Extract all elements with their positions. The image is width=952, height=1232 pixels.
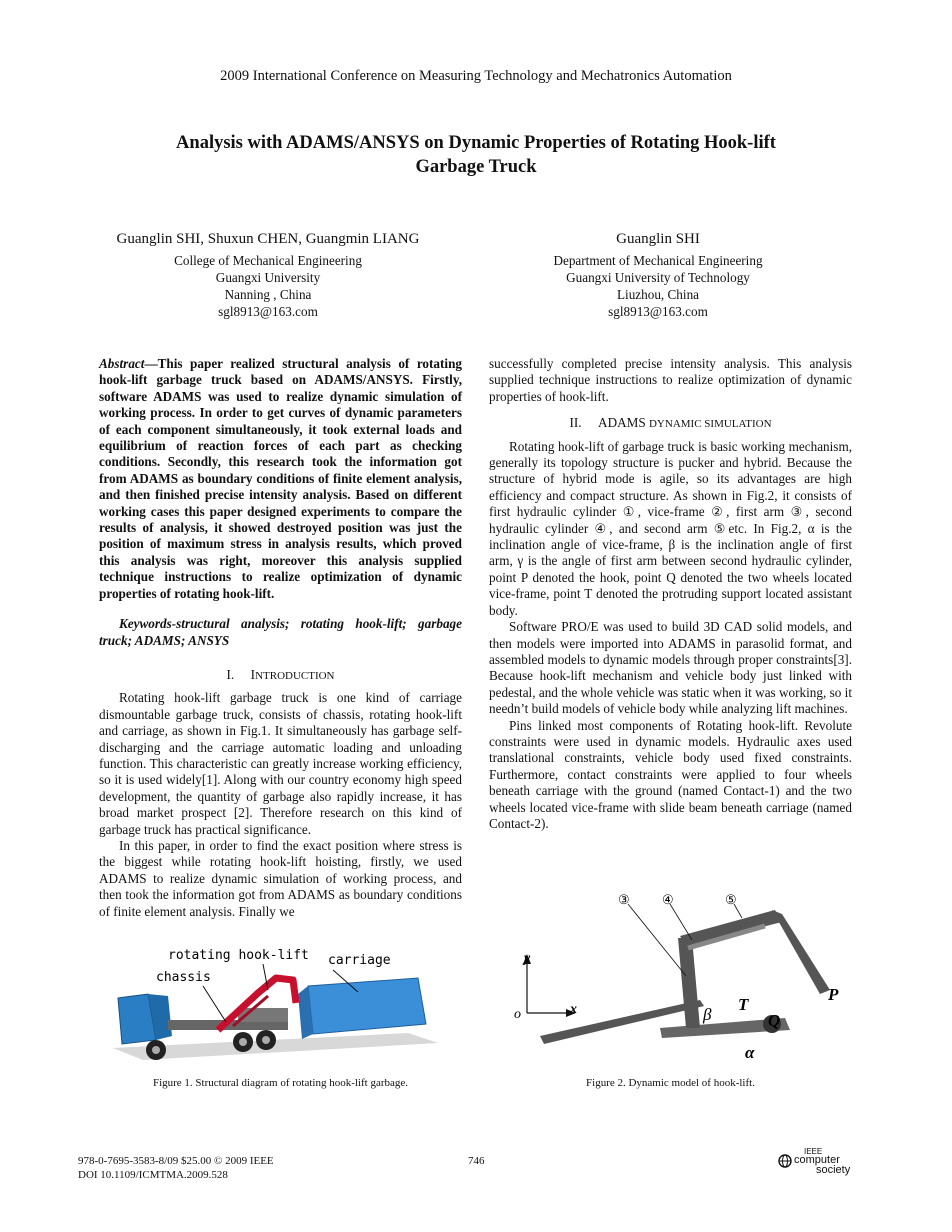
title-line-2: Garbage Truck <box>415 157 537 177</box>
section-number: I. <box>226 666 235 682</box>
paper-title <box>90 131 862 179</box>
computer-society-logo <box>778 1148 868 1178</box>
label-t: T <box>738 995 749 1014</box>
second-arm-lower <box>772 910 830 994</box>
author-block-1 <box>92 231 444 320</box>
label-chassis: chassis <box>156 970 211 985</box>
label-beta: β <box>703 1005 712 1024</box>
figure-1-truck-diagram <box>108 938 448 1073</box>
section-title-rest: NTRODUCTION <box>255 669 335 682</box>
label-carriage: carriage <box>328 953 391 968</box>
label-rotating-hook-lift: rotating hook-lift <box>168 948 309 963</box>
logo-computer: computer <box>794 1154 840 1166</box>
leader-3 <box>628 904 686 976</box>
intro-paragraph-2: In this paper, in order to find the exact position where stress is the biggest while rotating hook-lift hoisting, firstly, we used ADAMS to realize dynamic simulation of working process, and then took the information got from ADAMS as boundary conditions of finite element analysis. Finally we <box>99 837 462 919</box>
logo-society: society <box>816 1164 851 1176</box>
label-x: x <box>570 1002 577 1017</box>
label-3: ③ <box>618 892 630 907</box>
section-title-initial: ADAMS <box>598 415 646 431</box>
author-names: Guanglin SHI, Shuxun CHEN, Guangmin LIANG <box>116 231 420 247</box>
adams-paragraph-1: Rotating hook-lift of garbage truck is basic working mechanism, generally its topology structure is pucker and hybrid. Because the structure of hybrid mode is agile, so its advantages are high efficiency and compact structure. As shown in Fig.2, it consists of first hydraulic cylinder ①, vice-frame ②, first arm ③, second hydraulic cylinder ④, and second arm ⑤etc. In Fig.2, α is the inclination angle of vice-frame, β is the inclination angle of first arm, γ is the angle of first arm between second hydraulic cylinder, point P denoted the hook, point Q denoted the two wheels located vice-frame, point T denoted the protruding support located assistant body. <box>489 438 852 618</box>
globe-icon <box>778 1154 792 1168</box>
wheel-hub <box>239 1038 247 1046</box>
figure-2-dynamic-model <box>510 888 855 1068</box>
label-y: y <box>524 951 531 966</box>
author-dept: College of Mechanical Engineering <box>174 253 362 268</box>
carriage-body <box>308 978 426 1034</box>
author-city: Liuzhou, China <box>616 287 700 302</box>
left-column <box>99 356 462 920</box>
author-email[interactable]: sgl8913@163.com <box>218 304 318 319</box>
leader-chassis <box>203 986 226 1022</box>
conference-header: 2009 International Conference on Measuring Technology and Mechatronics Automation <box>220 68 732 84</box>
intro-paragraph-1: Rotating hook-lift garbage truck is one kind of carriage dismountable garbage truck, consists of chassis, rotating hook-lift and carriage, as shown in Fig.1. It simultaneously has garbage self-discharging and the carriage automatic loading and unloading function. This characteristic can greatly increase working efficiency, so it is used widely[1]. Along with our country economy high speed development, the quantity of garbage also rapidly increase, it has broad market prospect [2]. Therefore research on this kind of garbage truck has practical significance. <box>99 690 462 837</box>
label-5: ⑤ <box>725 892 737 907</box>
author-city: Nanning , China <box>224 287 312 302</box>
abstract-label: Abstract <box>99 356 145 371</box>
figure-1-caption: Figure 1. Structural diagram of rotating hook-lift garbage. <box>152 1077 409 1089</box>
label-gamma: γ <box>696 942 702 957</box>
wheel-hub <box>152 1046 160 1054</box>
footer-ids <box>78 1154 274 1182</box>
abstract <box>99 356 462 602</box>
author-dept: Department of Mechanical Engineering <box>553 253 763 268</box>
leader-4 <box>670 904 692 940</box>
logo-ieee: IEEE <box>804 1147 823 1156</box>
right-column <box>489 356 852 832</box>
wheel-hub <box>262 1036 270 1044</box>
footer-doi: DOI 10.1109/ICMTMA.2009.528 <box>78 1169 228 1181</box>
right-paragraph-continued: successfully completed precise intensity analysis. This analysis supplied technique instructions to realize optimization of dynamic properties of hook-lift. <box>489 356 852 404</box>
section-title-initial: I <box>250 666 256 682</box>
abstract-text: This paper realized structural analysis of rotating hook-lift garbage truck based on ADAMS/ANSYS. Firstly, software ADAMS was used to realize dynamic simulation of working process. In order to get curves of dynamic parameters of each component simultaneously, it took external loads and equilibrium of reaction forces of each part as checking conditions. Secondly, this research took the information got from ADAMS as boundary conditions of finite element analysis, and then finished precise intensity analysis. Based on different working cases this paper designed experiments to compare the results of analysis, it showed destroyed position was just the position of maximum stress in analysis results, which proved this analysis was right, moreover this analysis supplied technique instructions to realize optimization of dynamic properties of rotating hook-lift. <box>99 356 462 601</box>
section-title-rest: DYNAMIC SIMULATION <box>648 418 772 431</box>
page-number: 746 <box>468 1155 485 1167</box>
figure-2-caption: Figure 2. Dynamic model of hook-lift. <box>586 1077 755 1089</box>
footer-isbn: 978-0-7695-3583-8/09 $25.00 © 2009 IEEE <box>78 1155 274 1167</box>
keywords: Keywords-structural analysis; rotating hook-lift; garbage truck; ADAMS; ANSYS <box>99 616 462 648</box>
label-q: Q <box>768 1011 781 1030</box>
label-p: P <box>828 985 839 1004</box>
title-line-1: Analysis with ADAMS/ANSYS on Dynamic Properties of Rotating Hook-lift <box>176 133 776 153</box>
first-hydraulic-cylinder <box>540 1000 704 1044</box>
adams-paragraph-2: Software PRO/E was used to build 3D CAD solid models, and then models were imported into ADAMS in parasolid format, and assembled models to dynamic models through proper constraints[3]. Because hook-lift mechanism and vehicle body just linked with pedestal, and the whole vehicle was static when it was working, so it needn’t build models of vehicle body while analyzing lift machines. <box>489 619 852 717</box>
author-block-2 <box>488 231 828 320</box>
section-number: II. <box>569 415 582 431</box>
author-names: Guanglin SHI <box>616 231 700 247</box>
label-o: o <box>514 1007 521 1022</box>
author-univ: Guangxi University of Technology <box>566 270 750 285</box>
abstract-dash: — <box>144 356 158 371</box>
adams-paragraph-3: Pins linked most components of Rotating hook-lift. Revolute constraints were used in dynamic models. Hydraulic axes used translational constraints, vehicle body used fixed constraints. Furthermore, contact constraints were applied to four wheels beneath carriage with the ground (named Contact-1) and the two wheels located vice-frame with slide beam beneath carriage (named Contact-2). <box>489 717 852 831</box>
author-email[interactable]: sgl8913@163.com <box>608 304 708 319</box>
author-univ: Guangxi University <box>215 270 321 285</box>
label-alpha: α <box>745 1043 755 1062</box>
second-arm-upper <box>680 910 782 946</box>
section-heading-introduction <box>99 667 462 684</box>
label-4: ④ <box>662 892 674 907</box>
section-heading-adams <box>489 415 852 432</box>
